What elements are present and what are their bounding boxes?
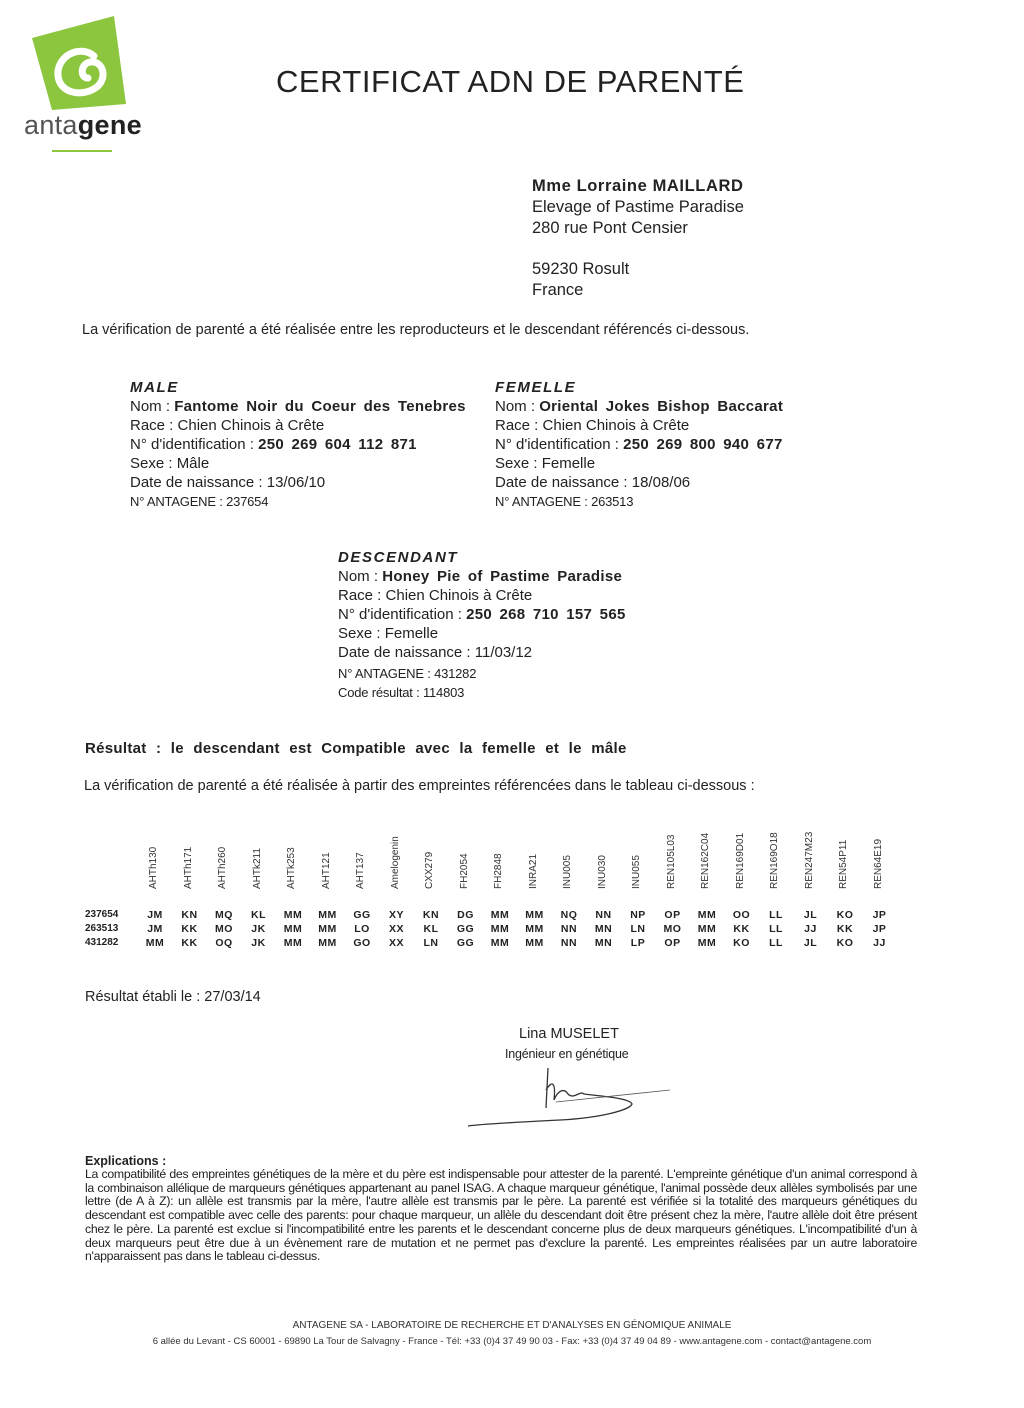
table-cell: NN <box>560 937 578 949</box>
table-cell: JK <box>251 923 266 935</box>
table-cell: LN <box>630 923 646 935</box>
marker-header: Amelogenin <box>389 836 401 889</box>
table-cell: JP <box>872 923 887 935</box>
descendant-block: DESCENDANT Nom : Honey Pie of Pastime Paradise Race : Chien Chinois à Crête N° d'identification : 250 268 710 157 565 Sexe : Femelle Date de naissance : 11/03/12 N° ANTAGENE : 431282 Code résultat : 114803 <box>338 548 738 702</box>
explanations-text: La compatibilité des empreintes génétiques de la mère et du père est indispensable pour attester de la parenté. L'empreinte génétique d'un animal correspond à la combinaison allélique de marqueurs génétiques appartenant au panel ISAG. A chaque marqueur génétique, l'animal possède deux allèles symbolisés par une lettre (de A à Z): un allèle est transmis par la mère, l'autre allèle est transmis par le père. La parenté est vérifiée si la totalité des marqueurs génétiques du descendant est compatible avec celle des parents: pour chaque marqueur, un allèle du descendant doit être présent chez la mère, l'autre allèle doit être présent chez le père. La parenté est exclue si l'incompatibilité entre les parents et le descendant concerne plus de deux marqueurs génétiques. L'incompatibilité d'un à deux marqueurs peut être due à un évènement rare de mutation et ne permet pas d'exclure la parenté. Les empreintes réalisées par un autre laboratoire n'apparaissent pas dans le tableau ci-dessus. <box>85 1167 917 1264</box>
descendant-sex: Sexe : Femelle <box>338 625 439 642</box>
table-cell: MM <box>697 937 717 949</box>
table-cell: JL <box>803 937 818 949</box>
table-cell: GO <box>353 937 371 949</box>
result-date: Résultat établi le : 27/03/14 <box>85 989 261 1005</box>
marker-header: REN64E19 <box>872 838 884 889</box>
marker-header: AHTh260 <box>217 846 228 889</box>
table-cell: GG <box>456 923 475 935</box>
male-antagene: N° ANTAGENE : 237654 <box>130 494 269 509</box>
table-cell: KK <box>181 937 198 949</box>
table-cell: KN <box>181 909 198 921</box>
table-cell: KO <box>836 937 854 949</box>
male-sex: Sexe : Mâle <box>130 455 210 472</box>
recipient-name: Mme Lorraine MAILLARD <box>532 177 744 195</box>
marker-header: REN54P11 <box>838 839 849 889</box>
descendant-name: Honey Pie of Pastime Paradise <box>382 568 623 585</box>
marker-header: AHTh171 <box>182 846 194 889</box>
table-cell: MM <box>490 909 510 921</box>
male-heading: MALE <box>130 379 179 396</box>
marker-header: FH2054 <box>458 853 470 889</box>
table-cell: XY <box>388 909 404 921</box>
table-cell: MM <box>283 923 303 935</box>
female-name: Oriental Jokes Bishop Baccarat <box>539 398 784 415</box>
table-cell: MN <box>594 923 613 935</box>
table-cell: JP <box>872 909 887 921</box>
result-code: Code résultat : 114803 <box>338 685 465 700</box>
intro-text: La vérification de parenté a été réalisée entre les reproducteurs et le descendant référencés ci-dessous. <box>82 322 750 338</box>
table-cell: MM <box>318 909 337 921</box>
marker-header: CXX279 <box>424 851 435 889</box>
logo-underline <box>52 150 112 152</box>
table-cell: NN <box>560 923 578 935</box>
table-cell: OQ <box>215 937 233 949</box>
marker-header: FH2848 <box>493 853 504 889</box>
signer-name: Lina MUSELET <box>519 1026 619 1042</box>
recipient-address <box>532 176 744 301</box>
female-antagene: N° ANTAGENE : 263513 <box>495 494 634 509</box>
footer-contact: 6 allée du Levant - CS 60001 - 69890 La Tour de Salvagny - France - Tél: +33 (0)4 37 49 90 03 - Fax: +33 (0)4 37 49 04 89 - www.antagene.com - contact@antagene.com <box>152 1336 872 1347</box>
table-row-id: 431282 <box>85 937 119 948</box>
table-cell: KL <box>251 909 266 921</box>
table-cell: JM <box>147 923 163 935</box>
table-cell: JJ <box>804 923 817 935</box>
table-cell: MM <box>145 937 165 949</box>
table-cell: GG <box>456 937 475 949</box>
table-cell: LL <box>769 909 783 921</box>
table-cell: KO <box>733 937 750 949</box>
recipient-line2: 280 rue Pont Censier <box>532 219 688 237</box>
table-row-id: 237654 <box>85 909 119 920</box>
marker-header: INRA21 <box>527 853 539 889</box>
descendant-race: Race : Chien Chinois à Crête <box>338 587 533 604</box>
female-sex: Sexe : Femelle <box>495 455 596 472</box>
marker-header: AHTh130 <box>148 846 159 889</box>
table-cell: MN <box>594 937 613 949</box>
female-block: FEMELLE Nom : Oriental Jokes Bishop Baccarat Race : Chien Chinois à Crête N° d'identification : 250 269 800 940 677 Sexe : Femelle Date de naissance : 18/08/06 N° ANTAGENE : 263513 <box>495 378 855 511</box>
table-cell: JM <box>147 909 163 921</box>
table-cell: MQ <box>215 909 233 921</box>
table-cell: KO <box>836 909 854 921</box>
table-cell: NQ <box>560 909 578 921</box>
descendant-birth: Date de naissance : 11/03/12 <box>338 644 533 661</box>
recipient-line3: 59230 Rosult <box>532 260 630 278</box>
female-race: Race : Chien Chinois à Crête <box>495 417 690 434</box>
female-heading: FEMELLE <box>495 379 577 396</box>
table-cell: MO <box>215 923 233 935</box>
table-cell: JJ <box>873 937 886 949</box>
table-cell: XX <box>388 937 404 949</box>
result-statement: Résultat : le descendant est Compatible avec la femelle et le mâle <box>85 740 627 757</box>
table-cell: KL <box>423 923 439 935</box>
result-intro: La vérification de parenté a été réalisée à partir des empreintes référencées dans le tableau ci-dessous : <box>84 778 755 794</box>
male-id: 250 269 604 112 871 <box>258 436 417 453</box>
table-cell: KN <box>422 909 440 921</box>
table-cell: LP <box>630 937 646 949</box>
marker-header: AHTk211 <box>251 848 263 889</box>
table-cell: DG <box>457 909 474 921</box>
table-cell: MM <box>318 937 337 949</box>
table-cell: XX <box>388 923 404 935</box>
table-cell: MM <box>697 923 717 935</box>
table-cell: KK <box>733 923 750 935</box>
marker-header: REN169D01 <box>734 832 746 889</box>
female-id: 250 269 800 940 677 <box>623 436 783 453</box>
marker-header: REN247M23 <box>803 831 815 889</box>
table-cell: LL <box>769 937 783 949</box>
table-cell: MM <box>283 937 303 949</box>
marker-header: INU030 <box>596 855 608 889</box>
table-cell: LL <box>769 923 783 935</box>
marker-header: REN169O18 <box>769 832 780 889</box>
male-block: MALE Nom : Fantome Noir du Coeur des Tenebres Race : Chien Chinois à Crête N° d'identification : 250 269 604 112 871 Sexe : Mâle Date de naissance : 13/06/10 N° ANTAGENE : 237654 <box>130 378 500 511</box>
marker-header: AHT137 <box>355 852 366 889</box>
document-title: CERTIFICAT ADN DE PARENTÉ <box>276 64 745 99</box>
table-cell: MM <box>283 909 303 921</box>
table-cell: MM <box>490 937 510 949</box>
table-cell: MO <box>663 923 682 935</box>
explanations-title: Explications : <box>85 1154 167 1168</box>
male-name: Fantome Noir du Coeur des Tenebres <box>174 398 466 415</box>
marker-header: REN162C04 <box>700 832 711 889</box>
marker-header: AHT121 <box>320 852 332 889</box>
brand-name: antagene <box>24 110 142 140</box>
table-cell: NN <box>595 909 612 921</box>
male-race: Race : Chien Chinois à Crête <box>130 417 325 434</box>
descendant-heading: DESCENDANT <box>338 549 459 566</box>
table-cell: MM <box>490 923 510 935</box>
descendant-antagene: N° ANTAGENE : 431282 <box>338 666 477 681</box>
table-cell: MM <box>318 923 337 935</box>
table-cell: JL <box>803 909 818 921</box>
footer-company: ANTAGENE SA - LABORATOIRE DE RECHERCHE ET D'ANALYSES EN GÉNOMIQUE ANIMALE <box>292 1320 732 1331</box>
table-cell: LN <box>423 937 439 949</box>
table-cell: JK <box>251 937 266 949</box>
signer-role: Ingénieur en génétique <box>505 1047 629 1061</box>
table-cell: OP <box>664 937 681 949</box>
table-cell: OP <box>664 909 681 921</box>
female-birth: Date de naissance : 18/08/06 <box>495 474 691 491</box>
marker-header: INU055 <box>631 855 642 889</box>
table-row-id: 263513 <box>85 923 119 934</box>
marker-header: INU005 <box>562 855 573 889</box>
descendant-id: 250 268 710 157 565 <box>466 606 626 623</box>
male-birth: Date de naissance : 13/06/10 <box>130 474 326 491</box>
signature-icon <box>460 1060 680 1135</box>
table-cell: LO <box>354 923 370 935</box>
table-cell: OO <box>732 909 751 921</box>
recipient-line4: France <box>532 281 584 299</box>
table-cell: MM <box>525 937 544 949</box>
table-cell: MM <box>697 909 717 921</box>
recipient-line1: Elevage of Pastime Paradise <box>532 198 744 216</box>
marker-header: AHTk253 <box>286 847 297 889</box>
table-cell: MM <box>525 923 544 935</box>
table-cell: MM <box>525 909 544 921</box>
table-cell: NP <box>630 909 646 921</box>
marker-header: REN105L03 <box>665 834 677 889</box>
table-cell: GG <box>353 909 371 921</box>
table-cell: KK <box>836 923 854 935</box>
table-cell: KK <box>181 923 198 935</box>
